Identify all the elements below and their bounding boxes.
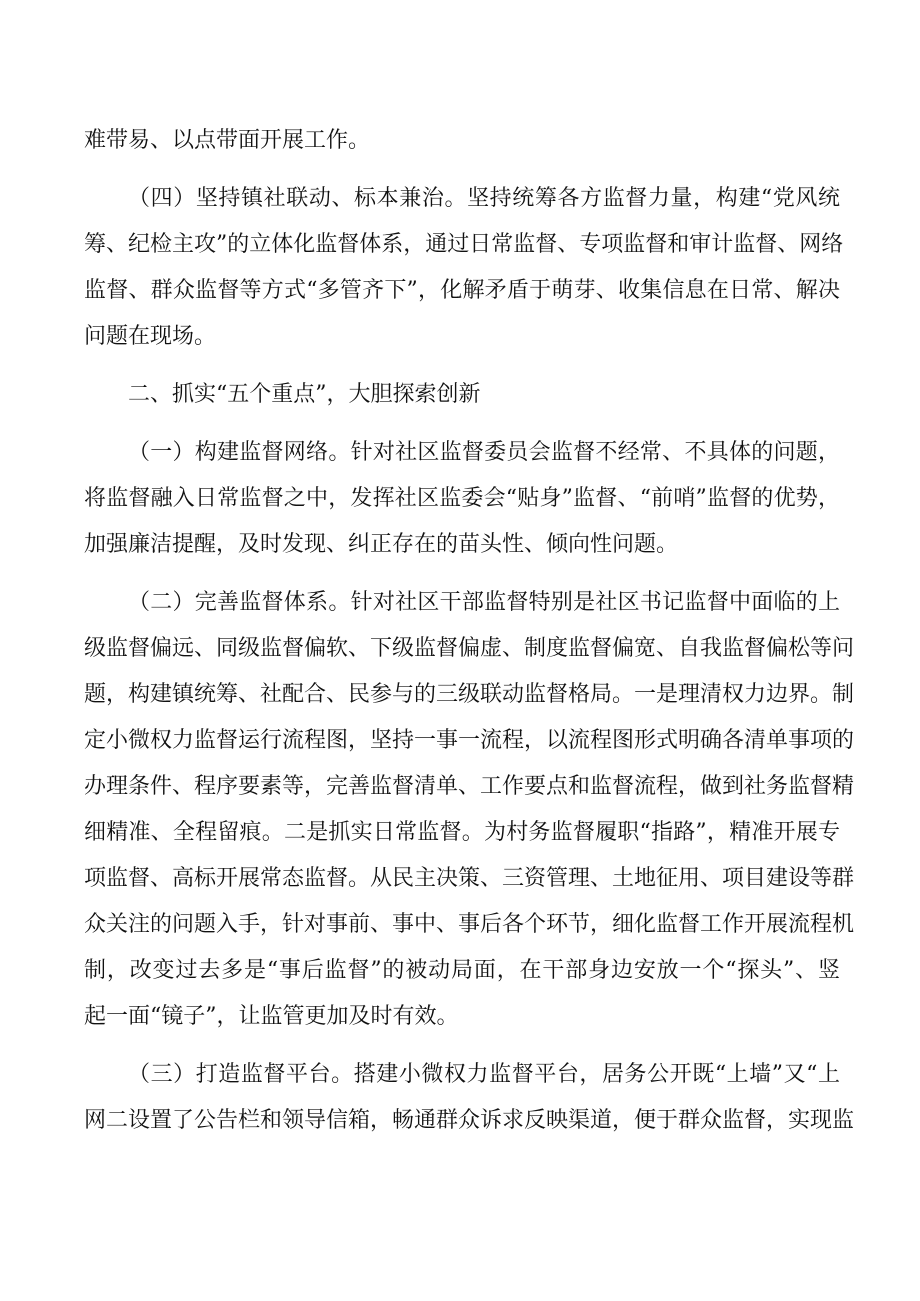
paragraph-gap [84, 360, 840, 372]
text-line: 监督、群众监督等方式“多管齐下”，化解矛盾于萌芽、收集信息在日常、解决 [84, 278, 840, 303]
text-line: （三）打造监督平台。搭建小微权力监督平台，居务公开既“上墙”又“上 [128, 1062, 840, 1087]
text-line: 细精准、全程留痕。二是抓实日常监督。为村务监督履职“指路”，精准开展专 [84, 820, 840, 845]
text-line: 项监督、高标开展常态监督。从民主决策、三资管理、土地征用、项目建设等群 [84, 866, 855, 891]
section-heading-two [84, 372, 840, 418]
text-line: 级监督偏远、同级监督偏软、下级监督偏虚、制度监督偏宽、自我监督偏松等问 [84, 636, 855, 661]
text-line: 起一面“镜子”，让监管更加及时有效。 [84, 1004, 459, 1029]
text-line: （一）构建监督网络。针对社区监督委员会监督不经常、不具体的问题， [128, 440, 840, 465]
paragraph-gap [84, 1040, 840, 1052]
paragraph-continued [84, 118, 840, 164]
text-line: 定小微权力监督运行流程图，坚持一事一流程，以流程图形式明确各清单事项的 [84, 728, 855, 753]
text-line: 加强廉洁提醒，及时发现、纠正存在的苗头性、倾向性问题。 [84, 532, 679, 557]
text-line: （四）坚持镇社联动、标本兼治。坚持统筹各方监督力量，构建“党风统 [128, 186, 840, 211]
paragraph-three [84, 1052, 855, 1144]
text-line: 问题在现场。 [84, 324, 217, 349]
text-line: 将监督融入日常监督之中，发挥社区监委会“贴身”监督、“前哨”监督的优势， [84, 486, 840, 511]
paragraph-four [84, 176, 844, 360]
document-body [84, 118, 855, 1144]
text-line: 办理条件、程序要素等，完善监督清单、工作要点和监督流程，做到社务监督精 [84, 774, 855, 799]
text-line: 众关注的问题入手，针对事前、事中、事后各个环节，细化监督工作开展流程机 [84, 912, 855, 937]
text-line: 网二设置了公告栏和领导信箱，畅通群众诉求反映渠道，便于群众监督，实现监 [84, 1108, 855, 1133]
paragraph-gap [84, 418, 840, 430]
heading-text: 二、抓实“五个重点”，大胆探索创新 [128, 382, 481, 407]
paragraph-gap [84, 164, 840, 176]
paragraph-gap [84, 568, 840, 580]
text-line: （二）完善监督体系。针对社区干部监督特别是社区书记监督中面临的上 [128, 590, 840, 615]
text-line: 难带易、以点带面开展工作。 [84, 128, 371, 153]
text-line: 制，改变过去多是“事后监督”的被动局面，在干部身边安放一个“探头”、竖 [84, 958, 840, 983]
paragraph-two [84, 580, 855, 1040]
text-line: 筹、纪检主攻”的立体化监督体系，通过日常监督、专项监督和审计监督、网络 [84, 232, 844, 257]
text-line: 题，构建镇统筹、社配合、民参与的三级联动监督格局。一是理清权力边界。制 [84, 682, 855, 707]
paragraph-one [84, 430, 840, 568]
